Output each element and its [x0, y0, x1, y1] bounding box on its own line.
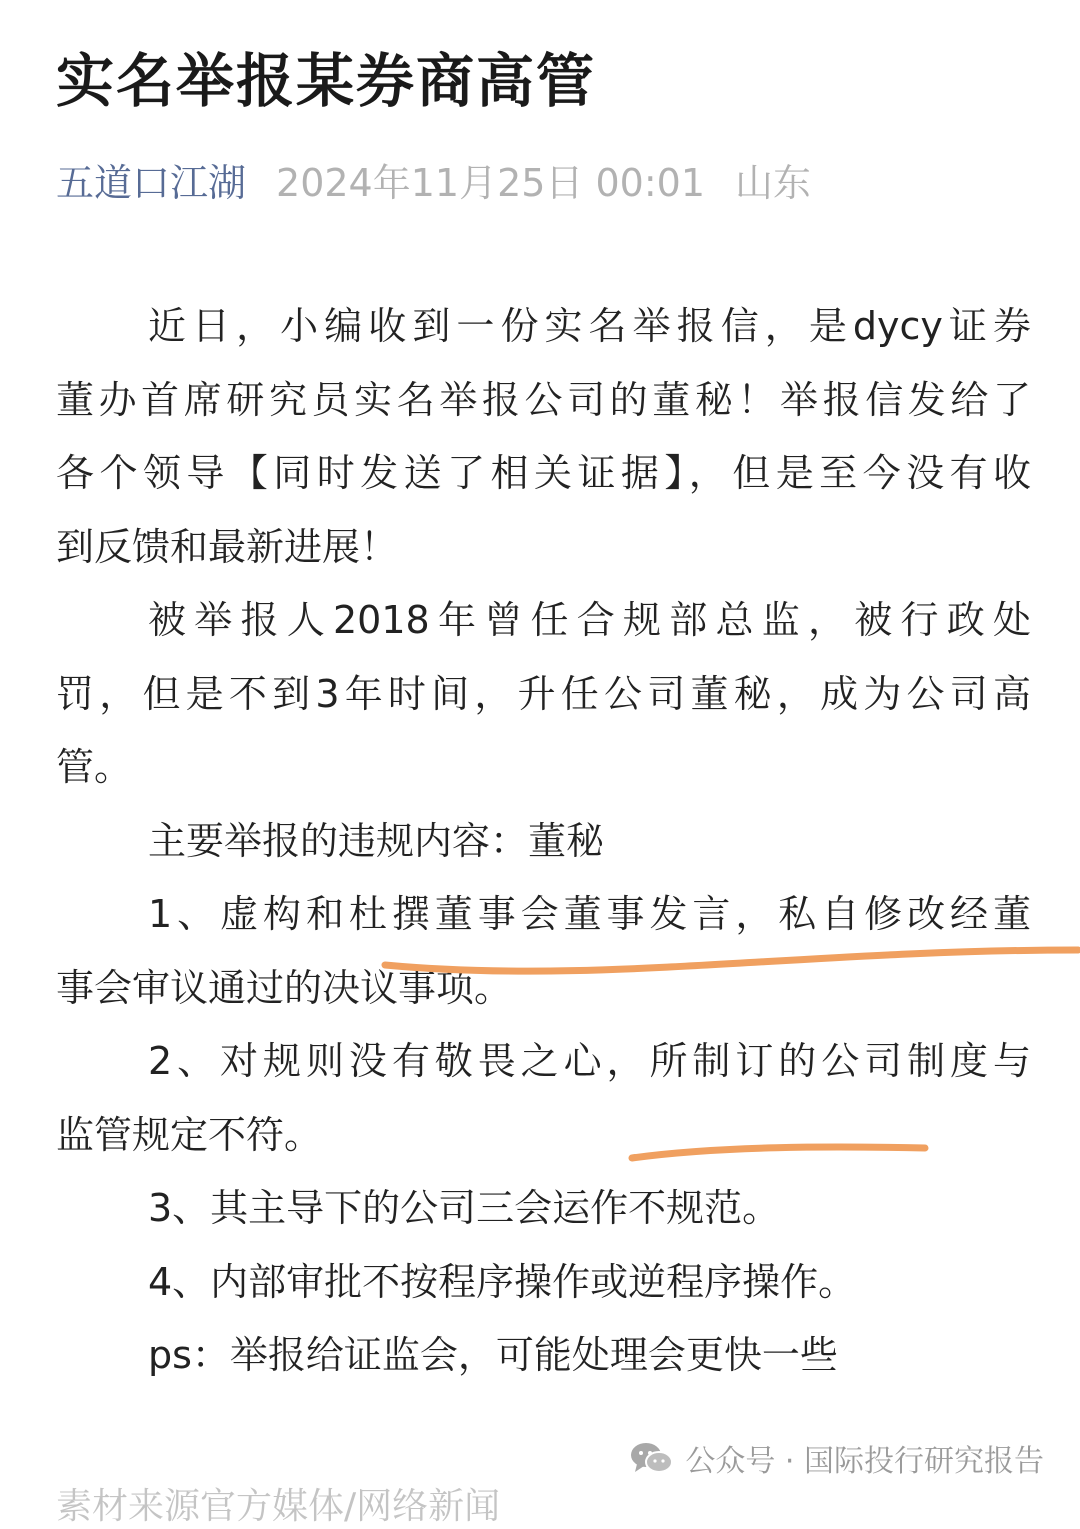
paragraph-line: 1、虚构和杜撰董事会董事发言，私自修改经董: [148, 892, 1031, 936]
paragraph-line: 事会审议通过的决议事项。: [56, 965, 513, 1010]
watermark: [629, 1436, 1044, 1480]
paragraph-line: 主要举报的违规内容：董秘: [148, 818, 605, 863]
paragraph-line: 近日，小编收到一份实名举报信，是dycy证券: [148, 304, 1031, 348]
article-body: [56, 290, 1031, 1393]
paragraph-line: 监管规定不符。: [56, 1112, 323, 1157]
article-title: 实名举报某券商高管: [56, 47, 597, 115]
publish-date: 2024年11月25日 00:01: [276, 161, 706, 205]
paragraph-line: 4、内部审批不按程序操作或逆程序操作。: [148, 1259, 857, 1304]
author-link[interactable]: 五道口江湖: [56, 161, 247, 205]
paragraph-line: ps：举报给证监会，可能处理会更快一些: [148, 1333, 838, 1377]
paragraph-line: 董办首席研究员实名举报公司的董秘！举报信发给了: [56, 377, 1031, 422]
paragraph-line: 各个领导【同时发送了相关证据】，但是至今没有收: [56, 451, 1031, 495]
paragraph-line: 3、其主导下的公司三会运作不规范。: [148, 1186, 781, 1230]
paragraph-line: 2、对规则没有敬畏之心，所制订的公司制度与: [148, 1039, 1031, 1083]
paragraph-line: 到反馈和最新进展！: [56, 524, 399, 569]
footer-source-note: 素材来源官方媒体/网络新闻: [56, 1486, 501, 1527]
publish-location: 山东: [735, 161, 812, 205]
paragraph-line: 罚，但是不到3年时间，升任公司董秘，成为公司高: [56, 671, 1031, 716]
wechat-icon: [629, 1440, 675, 1476]
paragraph-line: 管。: [56, 745, 133, 789]
article-meta: [56, 152, 811, 207]
watermark-text: 公众号 · 国际投行研究报告: [685, 1444, 1044, 1479]
paragraph-line: 被举报人2018年曾任合规部总监，被行政处: [148, 598, 1031, 642]
